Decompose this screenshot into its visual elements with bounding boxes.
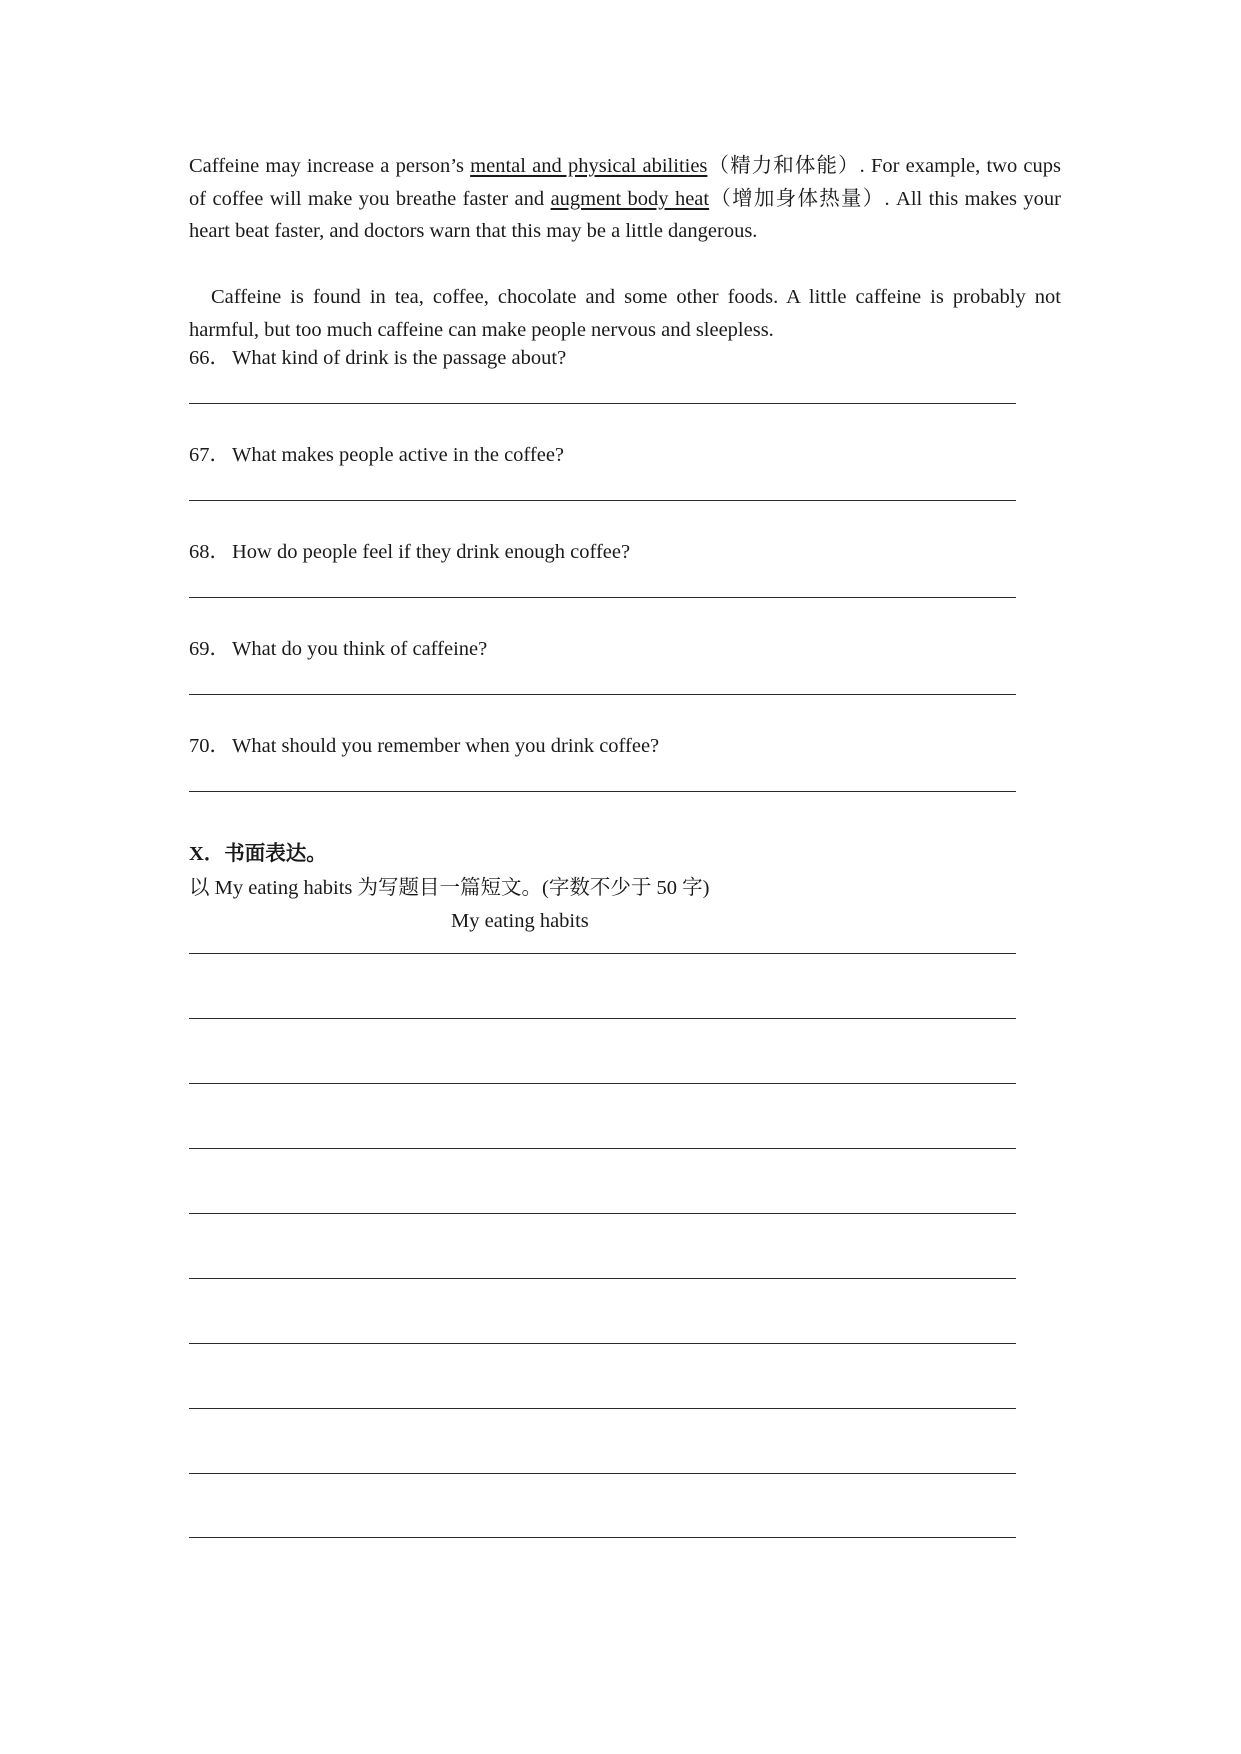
question-67 (189, 439, 564, 471)
essay-line[interactable] (189, 1213, 1016, 1214)
question-number: 66． (189, 347, 230, 369)
question-text: How do people feel if they drink enough coffee? (232, 541, 631, 563)
question-text: What kind of drink is the passage about? (232, 347, 567, 369)
question-text: What should you remember when you drink coffee? (232, 735, 660, 757)
question-number: 70． (189, 735, 230, 757)
essay-line[interactable] (189, 1083, 1016, 1084)
question-68 (189, 536, 630, 568)
answer-line-70[interactable] (189, 791, 1016, 792)
question-69 (189, 633, 487, 665)
essay-line[interactable] (189, 1278, 1016, 1279)
question-number: 67． (189, 444, 230, 466)
answer-line-67[interactable] (189, 500, 1016, 501)
essay-title: My eating habits (451, 910, 589, 932)
writing-instruction: 以 My eating habits 为写题目一篇短文。(字数不少于 50 字) (189, 877, 710, 899)
question-66 (189, 342, 566, 374)
essay-line[interactable] (189, 1537, 1016, 1538)
essay-line[interactable] (189, 1473, 1016, 1474)
question-70 (189, 730, 659, 762)
essay-line[interactable] (189, 953, 1016, 954)
underlined-phrase-augment-heat: augment body heat (550, 187, 710, 210)
passage-text: （精力和体能）. For example, two cups of coffee will make you breathe faster and (189, 155, 1062, 210)
essay-line[interactable] (189, 1408, 1016, 1409)
answer-line-69[interactable] (189, 694, 1016, 695)
essay-line[interactable] (189, 1343, 1016, 1344)
underlined-phrase-mental-physical: mental and physical abilities (470, 155, 708, 177)
passage-text: Caffeine may increase a person’s (189, 155, 471, 177)
essay-line[interactable] (189, 1148, 1016, 1149)
essay-line[interactable] (189, 1018, 1016, 1019)
question-text: What makes people active in the coffee? (232, 444, 565, 466)
answer-line-66[interactable] (189, 403, 1016, 404)
question-text: What do you think of caffeine? (232, 638, 488, 660)
question-number: 69． (189, 638, 230, 660)
question-number: 68． (189, 541, 230, 563)
answer-line-68[interactable] (189, 597, 1016, 598)
passage-paragraph-1 (189, 150, 1061, 248)
passage-text: （增加身体热量）. All this makes your heart beat faster, and doctors warn that this may be a little dangerous. (189, 187, 1062, 242)
writing-section-title: X．书面表达。 (189, 843, 327, 865)
passage-paragraph-2: Caffeine is found in tea, coffee, chocolate and some other foods. A little caffeine is probably not harmful, but too much caffeine can make people nervous and sleepless. (189, 286, 1061, 341)
